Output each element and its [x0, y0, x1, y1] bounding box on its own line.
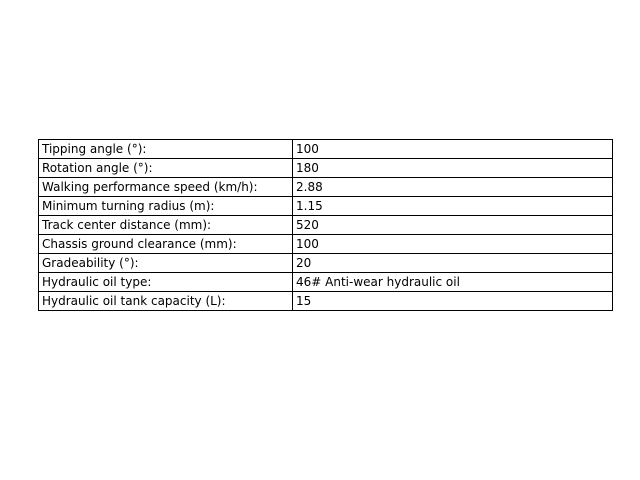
- spec-value: 2.88: [293, 178, 613, 197]
- spec-label: Tipping angle (°):: [39, 140, 293, 159]
- table-body: [39, 140, 613, 311]
- spec-value: 46# Anti-wear hydraulic oil: [293, 273, 613, 292]
- spec-value: 1.15: [293, 197, 613, 216]
- spec-label: Chassis ground clearance (mm):: [39, 235, 293, 254]
- spec-label: Hydraulic oil tank capacity (L):: [39, 292, 293, 311]
- spec-value: 20: [293, 254, 613, 273]
- spec-value: 100: [293, 235, 613, 254]
- spec-label: Track center distance (mm):: [39, 216, 293, 235]
- spec-value: 520: [293, 216, 613, 235]
- spec-label: Walking performance speed (km/h):: [39, 178, 293, 197]
- table-row: [39, 254, 613, 273]
- specifications-table: [38, 139, 613, 311]
- table-row: [39, 197, 613, 216]
- spec-label: Minimum turning radius (m):: [39, 197, 293, 216]
- spec-label: Rotation angle (°):: [39, 159, 293, 178]
- table-row: [39, 159, 613, 178]
- spec-value: 180: [293, 159, 613, 178]
- spec-value: 15: [293, 292, 613, 311]
- spec-label: Hydraulic oil type:: [39, 273, 293, 292]
- table-row: [39, 216, 613, 235]
- spec-value: 100: [293, 140, 613, 159]
- spec-label: Gradeability (°):: [39, 254, 293, 273]
- table-row: [39, 140, 613, 159]
- table-row: [39, 235, 613, 254]
- table-row: [39, 292, 613, 311]
- table-row: [39, 178, 613, 197]
- table-row: [39, 273, 613, 292]
